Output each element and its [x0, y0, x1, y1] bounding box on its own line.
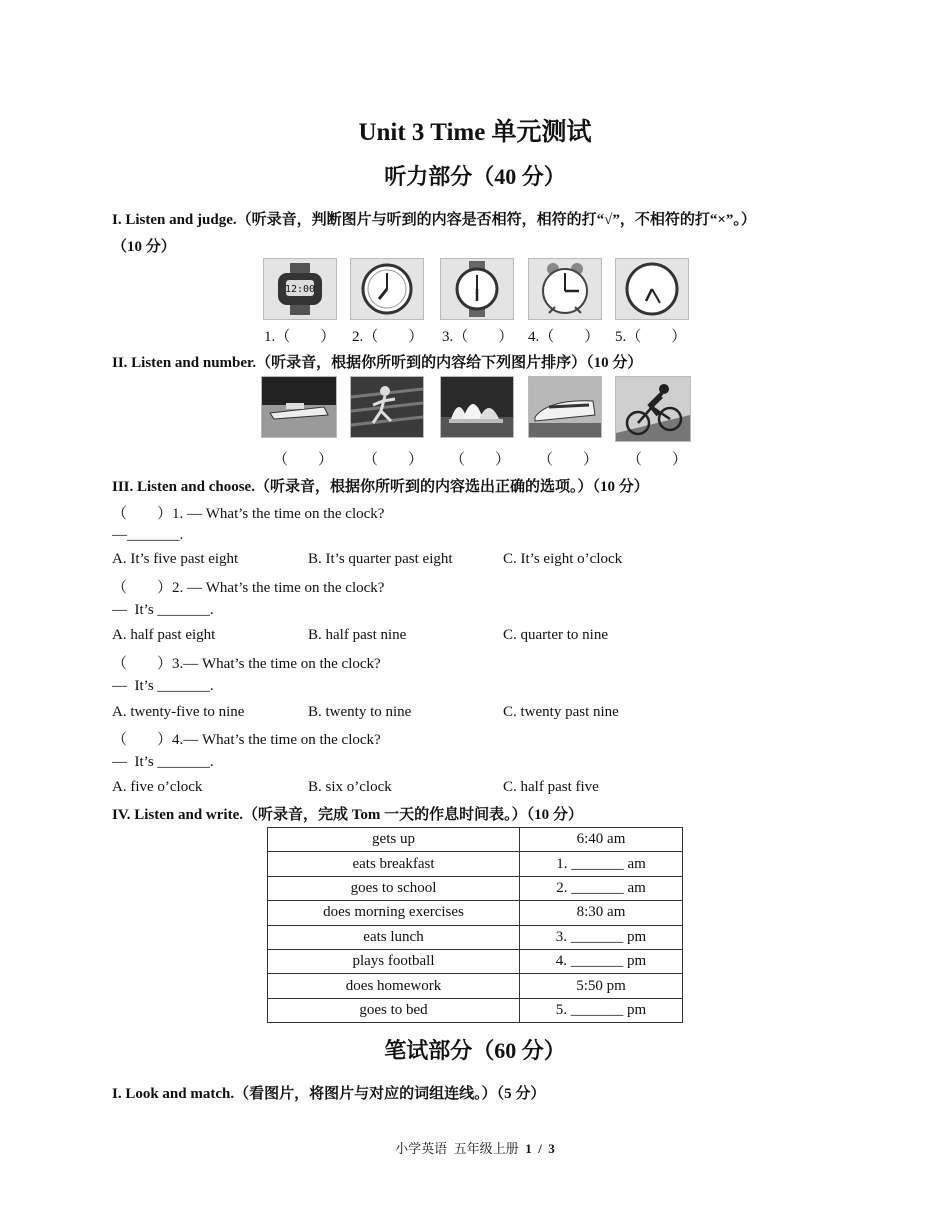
schedule-table [267, 827, 683, 1023]
number-caption-5: （ ） [627, 452, 688, 468]
time-cell: 1. _______ am [520, 852, 683, 876]
option-3b: B. twenty to nine [308, 704, 412, 720]
option-4a: A. five o’clock [112, 779, 203, 795]
number-caption-3: （ ） [450, 452, 511, 468]
option-3a: A. twenty-five to nine [112, 704, 245, 720]
table-row [268, 998, 683, 1022]
time-cell: 3. _______ pm [520, 925, 683, 949]
section-2-instruction: （听录音，根据你所听到的内容给下列图片排序）（10 分） [256, 355, 643, 371]
judge-caption-4: 4.（ ） [528, 329, 600, 345]
section-3-heading [112, 475, 649, 496]
table-row [268, 949, 683, 973]
section-1-score: （10 分） [112, 239, 176, 255]
activity-cell: does homework [268, 974, 520, 998]
table-row [268, 925, 683, 949]
option-2b: B. half past nine [308, 627, 407, 643]
number-caption-1: （ ） [273, 452, 334, 468]
clock-icon [350, 258, 424, 320]
activity-cell: goes to bed [268, 998, 520, 1022]
option-3c: C. twenty past nine [503, 704, 619, 720]
table-row [268, 828, 683, 852]
section-5-heading [112, 1082, 545, 1103]
table-row [268, 901, 683, 925]
activity-cell: does morning exercises [268, 901, 520, 925]
judge-caption-5: 5.（ ） [615, 329, 687, 345]
question-3: （ ）3.— What’s the time on the clock? [112, 656, 381, 672]
question-2: （ ）2. — What’s the time on the clock? [112, 580, 385, 596]
time-cell: 4. _______ pm [520, 949, 683, 973]
question-4: （ ）4.— What’s the time on the clock? [112, 732, 381, 748]
section-1-instruction: （听录音，判断图片与听到的内容是否相符，相符的打“√”，不相符的打“×”。） [236, 212, 756, 228]
section-3-instruction: （听录音，根据你所听到的内容选出正确的选项。）（10 分） [254, 479, 649, 495]
cyclist-icon [615, 376, 691, 442]
option-4b: B. six o’clock [308, 779, 392, 795]
section-4-label: IV. Listen and write. [112, 807, 243, 823]
option-1b: B. It’s quarter past eight [308, 551, 453, 567]
section-2-label: II. Listen and number. [112, 355, 257, 371]
answer-4: — It’s _______. [112, 754, 214, 770]
number-caption-2: （ ） [363, 452, 424, 468]
option-1a: A. It’s five past eight [112, 551, 239, 567]
option-4c: C. half past five [503, 779, 599, 795]
wall-clock-icon [615, 258, 689, 320]
time-cell: 5. _______ pm [520, 998, 683, 1022]
table-row [268, 852, 683, 876]
boat-icon [261, 376, 337, 438]
activity-cell: eats lunch [268, 925, 520, 949]
alarm-clock-icon [528, 258, 602, 320]
written-heading: 笔试部分（60 分） [384, 1038, 566, 1063]
section-2-heading [112, 351, 642, 372]
activity-cell: plays football [268, 949, 520, 973]
section-4-instruction: （听录音，完成 Tom 一天的作息时间表。）（10 分） [243, 807, 583, 823]
runner-icon [350, 376, 424, 438]
opera-house-icon [440, 376, 514, 438]
option-2c: C. quarter to nine [503, 627, 608, 643]
answer-3: — It’s _______. [112, 678, 214, 694]
judge-caption-1: 1.（ ） [264, 329, 336, 345]
section-5-label: I. Look and match. [112, 1086, 235, 1102]
page-number: 1 / 3 [525, 1141, 555, 1156]
time-cell: 6:40 am [520, 828, 683, 852]
judge-caption-2: 2.（ ） [352, 329, 424, 345]
activity-cell: gets up [268, 828, 520, 852]
wristwatch-icon [440, 258, 514, 320]
digital-watch-icon [263, 258, 337, 320]
section-5-instruction: （看图片，将图片与对应的词组连线。）（5 分） [234, 1086, 546, 1102]
page-title: Unit 3 Time 单元测试 [358, 119, 592, 146]
question-1: （ ）1. — What’s the time on the clock? [112, 506, 385, 522]
answer-1: —_______. [112, 527, 184, 543]
footer-text: 小学英语 五年级上册 [395, 1141, 526, 1156]
svg-text:12:00: 12:00 [284, 284, 316, 295]
answer-2: — It’s _______. [112, 602, 214, 618]
listening-heading: 听力部分（40 分） [384, 164, 566, 189]
activity-cell: eats breakfast [268, 852, 520, 876]
table-row [268, 876, 683, 900]
option-2a: A. half past eight [112, 627, 216, 643]
number-caption-4: （ ） [538, 452, 599, 468]
time-cell: 5:50 pm [520, 974, 683, 998]
time-cell: 8:30 am [520, 901, 683, 925]
section-3-label: III. Listen and choose. [112, 479, 255, 495]
option-1c: C. It’s eight o’clock [503, 551, 623, 567]
table-row [268, 974, 683, 998]
section-1-heading [112, 208, 756, 229]
train-icon [528, 376, 602, 438]
section-1-label: I. Listen and judge. [112, 212, 237, 228]
time-cell: 2. _______ am [520, 876, 683, 900]
judge-caption-3: 3.（ ） [442, 329, 514, 345]
activity-cell: goes to school [268, 876, 520, 900]
section-4-heading [112, 803, 583, 824]
page-footer [0, 1138, 950, 1157]
